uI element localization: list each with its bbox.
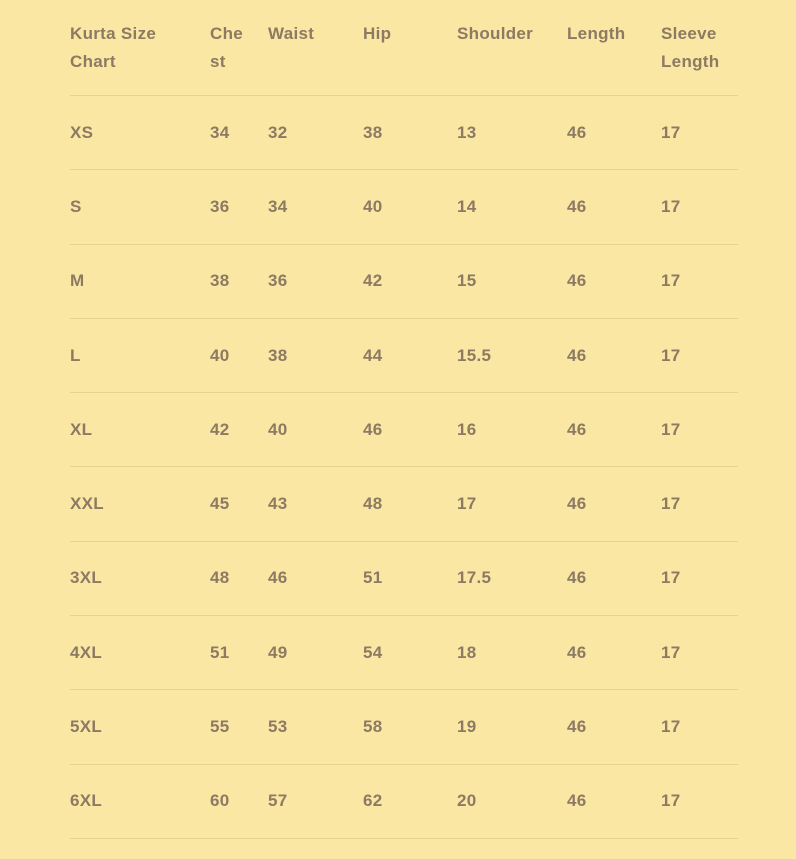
length-cell: 46: [567, 122, 587, 142]
size-cell: L: [70, 345, 81, 365]
shoulder-cell: 20: [457, 791, 477, 811]
table-row: [70, 616, 738, 690]
shoulder-cell: 15.5: [457, 345, 492, 365]
hip-cell: 44: [363, 345, 383, 365]
waist-cell: 36: [268, 271, 288, 291]
length-cell: 46: [567, 642, 587, 662]
shoulder-cell: 13: [457, 122, 477, 142]
size-cell: XL: [70, 419, 93, 439]
hip-cell: 42: [363, 271, 383, 291]
shoulder-cell: 19: [457, 717, 477, 737]
chest-cell: 38: [210, 271, 230, 291]
length-cell: 46: [567, 717, 587, 737]
size-cell: 4XL: [70, 642, 103, 662]
hip-cell: 62: [363, 791, 383, 811]
shoulder-cell: 14: [457, 196, 477, 216]
table-row: [70, 96, 738, 170]
chest-cell: 34: [210, 122, 230, 142]
chest-cell: 40: [210, 345, 230, 365]
shoulder-cell: 17: [457, 494, 477, 514]
waist-cell: 38: [268, 345, 288, 365]
chest-cell: 60: [210, 791, 230, 811]
table-row: [70, 765, 738, 839]
table-body: [70, 96, 738, 839]
shoulder-cell: 16: [457, 419, 477, 439]
sleeve-length-cell: 17: [661, 642, 681, 662]
shoulder-cell: 18: [457, 642, 477, 662]
hip-cell: 48: [363, 494, 383, 514]
sleeve-length-cell: 17: [661, 717, 681, 737]
chest-cell: 51: [210, 642, 230, 662]
waist-cell: 32: [268, 122, 288, 142]
chest-cell: 42: [210, 419, 230, 439]
size-cell: 3XL: [70, 568, 103, 588]
table-row: [70, 245, 738, 319]
table-row: [70, 393, 738, 467]
column-header-hip: Hip: [363, 24, 392, 43]
sleeve-length-cell: 17: [661, 494, 681, 514]
hip-cell: 38: [363, 122, 383, 142]
length-cell: 46: [567, 494, 587, 514]
size-cell: XXL: [70, 494, 104, 514]
table-row: [70, 467, 738, 541]
column-header-chest: Chest: [210, 24, 244, 71]
waist-cell: 46: [268, 568, 288, 588]
table-row: [70, 319, 738, 393]
waist-cell: 43: [268, 494, 288, 514]
length-cell: 46: [567, 568, 587, 588]
column-header-sleeve-length: Sleeve Length: [661, 24, 720, 71]
waist-cell: 57: [268, 791, 288, 811]
sleeve-length-cell: 17: [661, 791, 681, 811]
table-header-row: [70, 0, 738, 96]
hip-cell: 40: [363, 196, 383, 216]
column-header-size-chart: Kurta Size Chart: [70, 24, 157, 71]
column-header-shoulder: Shoulder: [457, 24, 534, 43]
hip-cell: 54: [363, 642, 383, 662]
sleeve-length-cell: 17: [661, 419, 681, 439]
column-header-length: Length: [567, 24, 626, 43]
column-header-waist: Waist: [268, 24, 315, 43]
size-chart-table: [70, 0, 738, 839]
size-cell: 5XL: [70, 717, 103, 737]
waist-cell: 34: [268, 196, 288, 216]
shoulder-cell: 15: [457, 271, 477, 291]
shoulder-cell: 17.5: [457, 568, 492, 588]
table-row: [70, 690, 738, 764]
size-cell: M: [70, 271, 85, 291]
waist-cell: 53: [268, 717, 288, 737]
sleeve-length-cell: 17: [661, 271, 681, 291]
length-cell: 46: [567, 345, 587, 365]
waist-cell: 40: [268, 419, 288, 439]
hip-cell: 51: [363, 568, 383, 588]
sleeve-length-cell: 17: [661, 568, 681, 588]
size-cell: S: [70, 196, 82, 216]
hip-cell: 46: [363, 419, 383, 439]
chest-cell: 48: [210, 568, 230, 588]
chest-cell: 55: [210, 717, 230, 737]
size-cell: 6XL: [70, 791, 103, 811]
length-cell: 46: [567, 419, 587, 439]
sleeve-length-cell: 17: [661, 345, 681, 365]
length-cell: 46: [567, 196, 587, 216]
hip-cell: 58: [363, 717, 383, 737]
table-row: [70, 542, 738, 616]
chest-cell: 36: [210, 196, 230, 216]
waist-cell: 49: [268, 642, 288, 662]
sleeve-length-cell: 17: [661, 122, 681, 142]
chest-cell: 45: [210, 494, 230, 514]
length-cell: 46: [567, 791, 587, 811]
table-row: [70, 170, 738, 244]
sleeve-length-cell: 17: [661, 196, 681, 216]
length-cell: 46: [567, 271, 587, 291]
size-cell: XS: [70, 122, 94, 142]
